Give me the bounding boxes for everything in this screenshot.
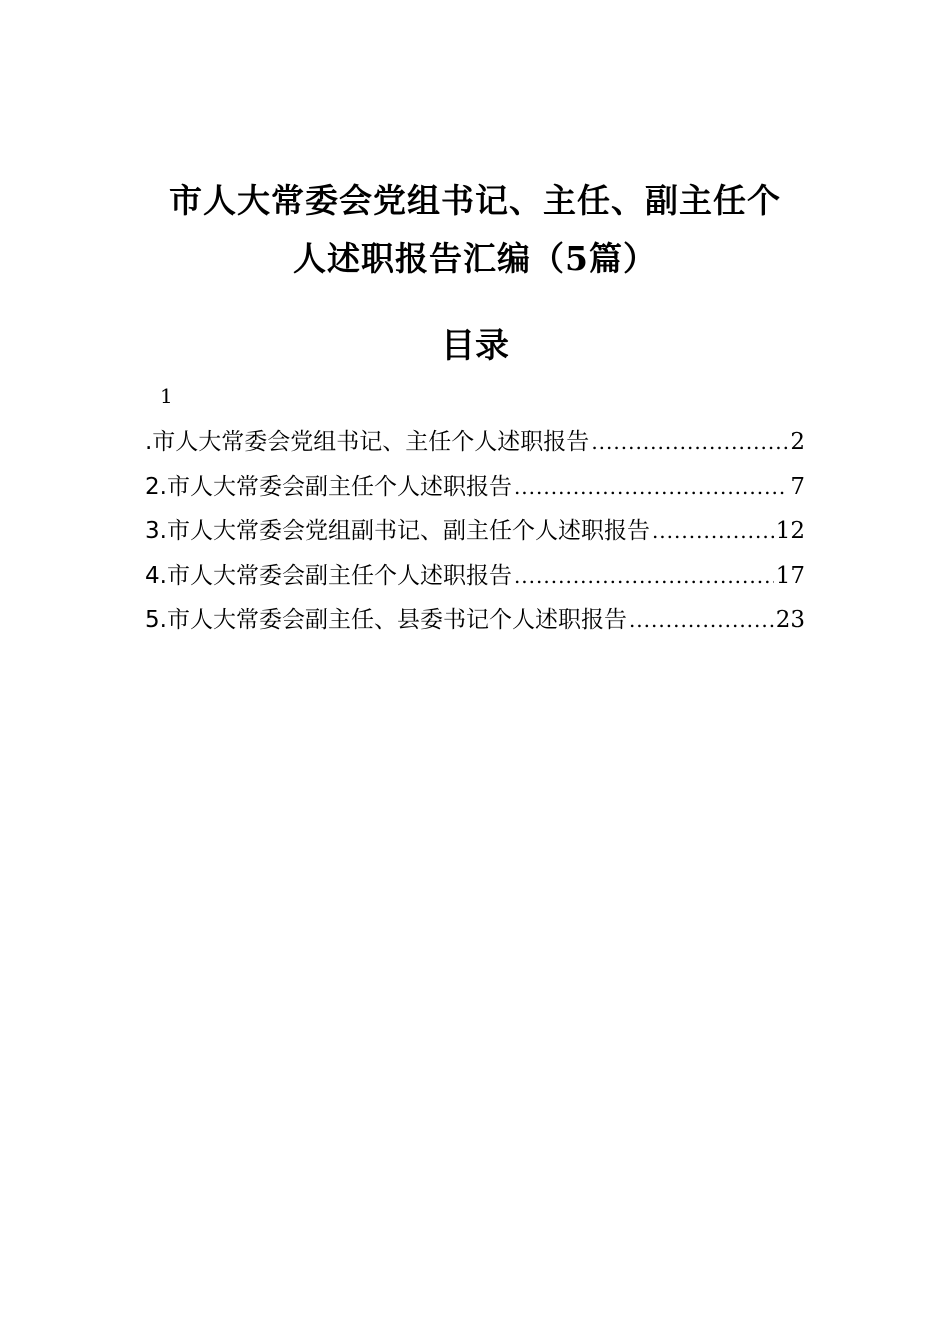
toc-entry-title: 4.市人大常委会副主任个人述职报告 [145,562,512,589]
toc-dot-leader [514,554,774,598]
toc-entry-1[interactable] [145,420,805,465]
toc-entry-title: 2.市人大常委会副主任个人述职报告 [145,473,512,500]
title-line-2: 人述职报告汇编（5篇） [293,239,657,278]
toc-entry-title: 3.市人大常委会党组副书记、副主任个人述职报告 [145,518,650,544]
toc-orphan-number: 1 [160,384,173,408]
toc-entry-2[interactable] [145,465,805,510]
toc-dot-leader [652,509,774,553]
toc-dot-leader [629,598,774,642]
toc-entry-4[interactable] [145,554,805,599]
toc-entry-title: .市人大常委会党组书记、主任个人述职报告 [145,429,590,455]
toc-dot-leader [514,465,788,509]
toc-entry-3[interactable] [145,509,805,554]
toc-entry-5[interactable] [145,598,805,643]
toc-page-number: 7 [790,473,805,500]
toc-page-number: 23 [775,607,805,633]
table-of-contents [145,420,805,643]
toc-page-number: 2 [790,429,805,455]
title-line-1: 市人大常委会党组书记、主任、副主任个 [169,181,781,220]
toc-page-number: 17 [775,562,805,589]
toc-dot-leader [591,420,788,464]
toc-page-number: 12 [775,518,805,544]
toc-heading: 目录 [441,326,509,366]
toc-entry-title: 5.市人大常委会副主任、县委书记个人述职报告 [145,607,627,633]
document-title [145,172,805,288]
